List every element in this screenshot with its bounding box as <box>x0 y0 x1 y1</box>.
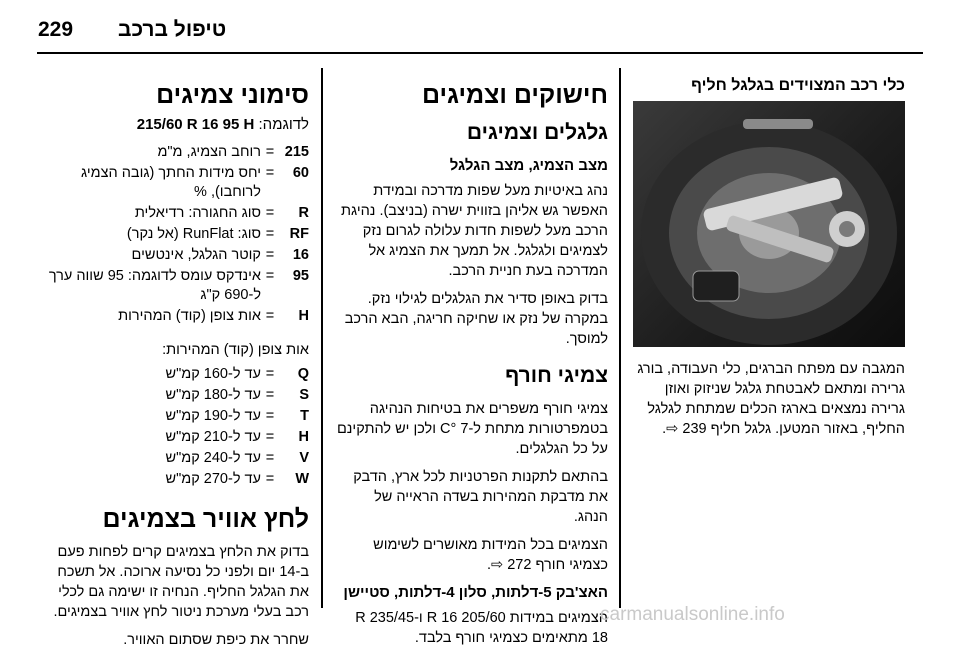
equals-sign: = <box>265 247 275 263</box>
right-column <box>633 62 905 447</box>
winter-approval-paragraph: הצמיגים בכל המידות מאושרים לשימוש כצמיגי חורף 272 ⇨. <box>373 537 608 573</box>
speed-row <box>37 364 309 385</box>
equals-sign: = <box>265 144 275 160</box>
speed-code: Q <box>297 366 309 382</box>
page-title: טיפול ברכב <box>118 18 227 41</box>
body-styles-paragraph: הצמיגים במידות 205/60 R 16 ו-235/45 R 18 מתאימים כצמיגי חורף בלבד. <box>355 610 608 646</box>
winter-tyres-paragraph: צמיגי חורף משפרים את בטיחות הנהיגה בטמפרטורות מתחת ל-7 °C ולכן יש להתקינם על כל הגלגלים. <box>336 401 608 457</box>
tyre-condition-title: מצב הצמיג, מצב הגלגל <box>449 157 608 174</box>
page-number: 229 <box>38 18 74 41</box>
speed-row <box>37 427 309 448</box>
left-column <box>37 62 309 658</box>
speed-row <box>37 385 309 406</box>
speed-code-list <box>37 364 309 490</box>
wheels-subheading: גלגלים וצמיגים <box>466 121 608 144</box>
watermark: carmanualsonline.info <box>600 604 785 625</box>
equals-sign: = <box>265 205 275 221</box>
spare-wheel-illustration <box>633 101 905 347</box>
tyre-condition-paragraph: נהג באיטיות מעל שפות מדרכה ובמידת האפשר גש אליהן בזווית ישרה (בניצב). נהיגת הרכב מעל לשפות חדות עלולה לגרום נזק לצמיגים ולגלגל. אל תמעך את הצמיג אל המדרכה בעת חניית הרכב. <box>340 183 608 279</box>
speed-code: S <box>299 387 309 403</box>
definition-code: R <box>298 205 309 221</box>
speed-text: עד ל-240 קמ"ש <box>165 450 261 466</box>
equals-sign: = <box>265 268 275 284</box>
speed-code: V <box>299 450 309 466</box>
definition-row <box>37 164 309 202</box>
spare-wheel-text: המגבה עם מפתח הברגים, כלי העבודה, בורג גרירה ומתאם לאבטחת גלגל שניזוק ואוזן גרירה נמצאים בארגז הכלים שמתחת לגלגל החליף, באזור המטען. גלגל חליף 239 ⇨. <box>637 361 905 437</box>
definition-text: רוחב הצמיג, מ"מ <box>157 144 261 160</box>
equals-sign: = <box>265 165 275 181</box>
definition-text: סוג החגורה: רדיאלית <box>134 205 261 221</box>
speed-row <box>37 469 309 490</box>
speed-text: עד ל-190 קמ"ש <box>165 408 261 424</box>
column-divider <box>321 68 323 608</box>
header-rule <box>37 52 923 54</box>
speed-row <box>37 406 309 427</box>
definition-row <box>37 225 309 244</box>
wheels-tyres-heading: חישוקים וצמיגים <box>421 81 608 109</box>
definition-row <box>37 204 309 223</box>
equals-sign: = <box>265 308 275 324</box>
valve-cap-paragraph: שחרר את כיפת שסתום האוויר. <box>123 632 309 648</box>
definition-text: סוג: RunFlat (אל נקר) <box>126 226 261 242</box>
speed-text: עד ל-180 קמ"ש <box>165 387 261 403</box>
equals-sign: = <box>265 429 275 445</box>
equals-sign: = <box>265 408 275 424</box>
body-styles-title: האצ'בק 5-דלתות, סלון 4-דלתות, סטיישן <box>343 584 608 601</box>
definition-code: 60 <box>292 165 309 181</box>
middle-column <box>336 62 608 656</box>
example-value: 215/60 R 16 95 H <box>136 116 255 133</box>
definition-text: קוטר הגלגל, אינטשים <box>131 247 261 263</box>
spare-wheel-tools-photo <box>633 101 905 347</box>
speed-text: עד ל-270 קמ"ש <box>165 471 261 487</box>
definition-text: אות צופן (קוד) המהירות <box>118 308 261 324</box>
definition-code: 95 <box>292 268 309 284</box>
definition-code: RF <box>289 226 309 242</box>
speed-code: W <box>295 471 309 487</box>
definition-row <box>37 246 309 265</box>
speed-code: T <box>300 408 309 424</box>
equals-sign: = <box>265 471 275 487</box>
equals-sign: = <box>265 366 275 382</box>
speed-sticker-paragraph: בהתאם לתקנות הפרטניות לכל ארץ, הדבק את מדבקת המהירות בשדה הראייה של הנהג. <box>353 469 608 525</box>
equals-sign: = <box>265 450 275 466</box>
definition-text: אינדקס עומס לדוגמה: 95 שווה ערך ל-690 ק"ג <box>48 268 261 303</box>
definition-code: 215 <box>284 144 309 160</box>
definition-row <box>37 143 309 162</box>
definition-list <box>37 143 309 326</box>
definition-row <box>37 307 309 326</box>
speed-text: עד ל-210 קמ"ש <box>165 429 261 445</box>
definition-code: 16 <box>292 247 309 263</box>
example-line <box>37 116 309 133</box>
speed-row <box>37 448 309 469</box>
speed-code: H <box>298 429 309 445</box>
tyre-check-paragraph: בדוק באופן סדיר את הגלגלים לגילוי נזק. במקרה של נזק או שחיקה חריגה, הבא הרכב למוסך. <box>344 291 608 347</box>
page-header <box>0 0 960 52</box>
example-label: לדוגמה: <box>258 116 309 133</box>
speed-code-intro: אות צופן (קוד) המהירות: <box>162 342 309 358</box>
tyre-pressure-heading: לחץ אוויר בצמיגים <box>102 505 309 533</box>
speed-text: עד ל-160 קמ"ש <box>165 366 261 382</box>
winter-tyres-title: צמיגי חורף <box>505 364 608 387</box>
equals-sign: = <box>265 387 275 403</box>
tyre-designations-heading: סימוני צמיגים <box>156 81 309 109</box>
column-divider <box>619 68 621 608</box>
definition-row <box>37 267 309 305</box>
spare-wheel-heading: כלי רכב המצוידים בגלגל חליף <box>691 77 905 94</box>
tyre-pressure-paragraph: בדוק את הלחץ בצמיגים קרים לפחות פעם ב-14 יום ולפני כל נסיעה ארוכה. אל תשכח את הגלגל החליף. הנחיה זו ישימה גם לכלי רכב בעלי מערכת ניטור לחץ אוויר בצמיגים. <box>53 544 309 620</box>
definition-code: H <box>298 308 309 324</box>
definition-text: יחס מידות החתך (גובה הצמיג לרוחבו), % <box>81 165 261 200</box>
equals-sign: = <box>265 226 275 242</box>
